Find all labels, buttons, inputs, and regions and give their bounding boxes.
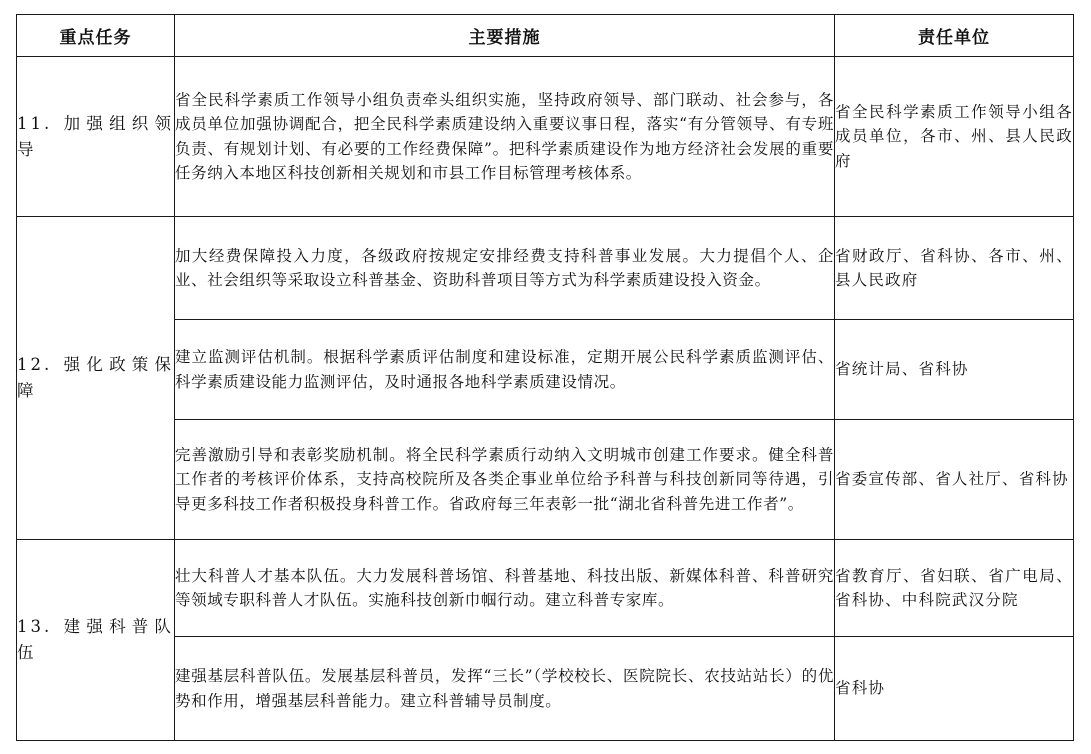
header-measure: 主要措施: [175, 15, 835, 57]
header-unit: 责任单位: [835, 15, 1074, 57]
table-row: [17, 57, 1074, 217]
table-row: [17, 420, 1074, 540]
unit-cell: 省财政厅、省科协、各市、州、县人民政府: [835, 217, 1074, 320]
table-row: [17, 637, 1074, 741]
measure-cell: 建强基层科普队伍。发展基层科普员，发挥“三长”（学校校长、医院院长、农技站站长）的优势和作用，增强基层科普能力。建立科普辅导员制度。: [175, 637, 835, 741]
task-cell: 12. 强化政策保障: [17, 217, 175, 540]
unit-cell: 省全民科学素质工作领导小组各成员单位，各市、州、县人民政府: [835, 57, 1074, 217]
table-row: [17, 540, 1074, 637]
task-cell: 11. 加强组织领导: [17, 57, 175, 217]
measure-cell: 建立监测评估机制。根据科学素质评估制度和建设标准，定期开展公民科学素质监测评估、科学素质建设能力监测评估，及时通报各地科学素质建设情况。: [175, 320, 835, 420]
unit-cell: 省统计局、省科协: [835, 320, 1074, 420]
table-header-row: [17, 15, 1074, 57]
measure-cell: 完善激励引导和表彰奖励机制。将全民科学素质行动纳入文明城市创建工作要求。健全科普工作者的考核评价体系，支持高校院所及各类企事业单位给予科普与科技创新同等待遇，引导更多科技工作者积极投身科普工作。省政府每三年表彰一批“湖北省科普先进工作者”。: [175, 420, 835, 540]
table-row: [17, 217, 1074, 320]
task-cell: 13. 建强科普队伍: [17, 540, 175, 741]
header-task: 重点任务: [17, 15, 175, 57]
table-row: [17, 320, 1074, 420]
task-table: [16, 14, 1074, 741]
measure-cell: 加大经费保障投入力度，各级政府按规定安排经费支持科普事业发展。大力提倡个人、企业、社会组织等采取设立科普基金、资助科普项目等方式为科学素质建设投入资金。: [175, 217, 835, 320]
unit-cell: 省教育厅、省妇联、省广电局、省科协、中科院武汉分院: [835, 540, 1074, 637]
unit-cell: 省科协: [835, 637, 1074, 741]
measure-cell: 省全民科学素质工作领导小组负责牵头组织实施，坚持政府领导、部门联动、社会参与，各成员单位加强协调配合，把全民科学素质建设纳入重要议事日程，落实“有分管领导、有专班负责、有规划计划、有必要的工作经费保障”。把科学素质建设作为地方经济社会发展的重要任务纳入本地区科技创新相关规划和市县工作目标管理考核体系。: [175, 57, 835, 217]
measure-cell: 壮大科普人才基本队伍。大力发展科普场馆、科普基地、科技出版、新媒体科普、科普研究等领域专职科普人才队伍。实施科技创新巾帼行动。建立科普专家库。: [175, 540, 835, 637]
unit-cell: 省委宣传部、省人社厅、省科协: [835, 420, 1074, 540]
